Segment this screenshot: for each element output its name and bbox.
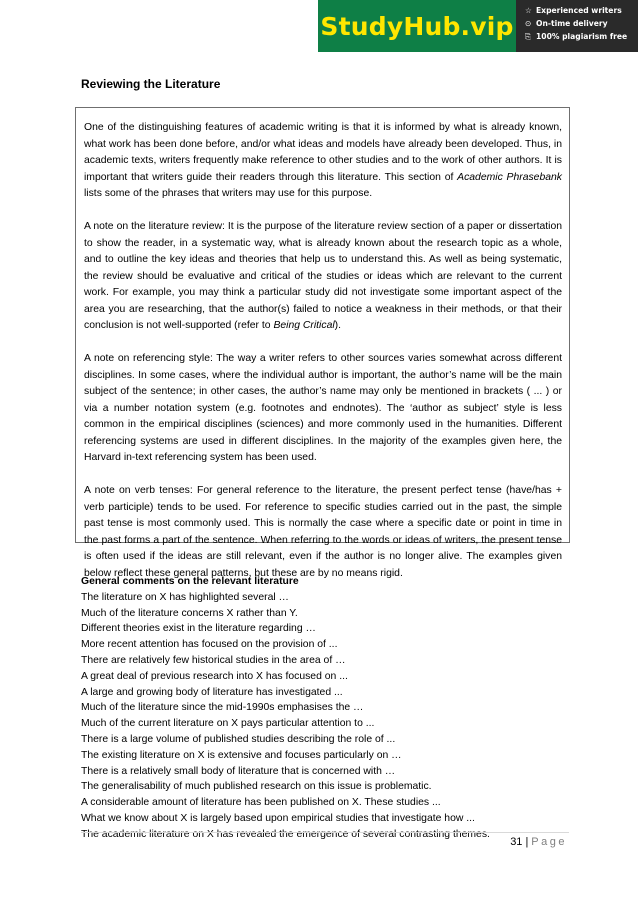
phrase-line: A great deal of previous research into X has focused on ... [81,670,348,682]
intro-text-a: One of the distinguishing features of academic writing is that it is informed by what is already known, what work has been done before, and/or what ideas and models have already been developed. Thus, in academic texts, writers frequently make reference to other studies and to the work of other authors. It is important that writers guide their readers through this literature. This section of [84,122,562,183]
review-note-text-b: ). [334,320,342,331]
review-note-emphasis: Being Critical [273,320,335,331]
phrase-line: The existing literature on X is extensive and focuses particularly on … [81,749,402,761]
feature-on-time-delivery [525,17,638,30]
star-icon: ☆ [525,6,532,15]
studyhub-banner[interactable] [318,0,638,52]
clock-icon: ⊙ [525,19,532,28]
feature-label: Experienced writers [536,6,622,15]
intro-text-b: lists some of the phrases that writers may use for this purpose. [84,188,373,199]
literature-section [81,574,571,843]
page-label: Page [531,836,567,848]
review-note-text-a: A note on the literature review: It is the purpose of the literature review section of a paper or dissertation to show the reader, in a systematic way, what is already known about the research topic as a whole, and to outline the key ideas and theories that help us to understand this. As well as being systematic, the review should be evaluative and critical of the studies or ideas which are relevant to the current work. For example, you may think a particular study did not investigate some important aspect of the area you are researching, that the author(s) failed to notice a weakness in their methods, or that their conclusion is not well-supported (refer to [84,221,562,331]
feature-list [516,0,638,52]
feature-label: On-time delivery [536,19,608,28]
intro-emphasis: Academic Phrasebank [457,171,562,183]
feature-plagiarism-free [525,30,638,43]
phrase-line: More recent attention has focused on the provision of ... [81,639,338,651]
phrase-line: There is a relatively small body of literature that is concerned with … [81,765,396,777]
footer-divider [81,832,569,833]
phrase-line: The generalisability of much published research on this issue is problematic. [81,781,432,793]
phrase-line: A large and growing body of literature has investigated ... [81,686,343,698]
intro-paragraph [84,120,562,203]
section-heading: General comments on the relevant literature [81,576,299,587]
feature-label: 100% plagiarism free [536,32,628,41]
page-title: Reviewing the Literature [81,77,221,91]
phrase-line: What we know about X is largely based upon empirical studies that investigate how ... [81,812,475,824]
literature-review-note [84,219,562,335]
phrase-line: There are relatively few historical studies in the area of … [81,654,346,666]
phrase-line: A considerable amount of literature has been published on X. These studies ... [81,797,441,809]
copy-icon: ⎘ [525,32,532,41]
referencing-style-note: A note on referencing style: The way a writer refers to other sources varies somewhat across different disciplines. In some cases, where the individual author is important, the author’s name will be the main subject of the sentence; in other cases, the author’s name may only be mentioned in brackets ( ... ) or via a number notation system (e.g. footnotes and endnotes). The ‘author as subject’ style is less common in the empirical disciplines (sciences) and more commonly used in the humanities. Different referencing systems are used in different disciplines. In the majority of the examples given here, the Harvard in-text referencing system has been used. [84,353,562,463]
phrase-line: Much of the literature since the mid-1990s emphasises the … [81,702,364,714]
phrase-line: The academic literature on X has revealed the emergence of several contrasting themes. [81,828,490,840]
footer-separator: | [525,836,529,848]
intro-box [75,107,570,579]
feature-experienced-writers [525,4,638,17]
page-footer [510,836,567,848]
phrase-line: Different theories exist in the literature regarding … [81,623,316,635]
brand-logo-text: StudyHub.vip [320,11,514,41]
page-number: 31 [510,836,523,848]
brand-block [318,0,516,52]
verb-tenses-note: A note on verb tenses: For general reference to the literature, the present perfect tense (have/has + verb participle) tends to be used. For reference to specific studies carried out in the past, the simple past tense is most commonly used. This is normally the case where a specific date or point in time in the past forms a part of the sentence. When referring to the words or ideas of writers, the present tense is often used if the ideas are still relevant, even if the author is no longer alive. The examples given below reflect these general patterns, but these are by no means rigid. [84,485,562,579]
phrase-line: Much of the current literature on X pays particular attention to ... [81,718,375,730]
phrase-line: There is a large volume of published studies describing the role of ... [81,733,396,745]
phrase-line: The literature on X has highlighted several … [81,591,289,603]
phrase-line: Much of the literature concerns X rather than Y. [81,607,298,619]
